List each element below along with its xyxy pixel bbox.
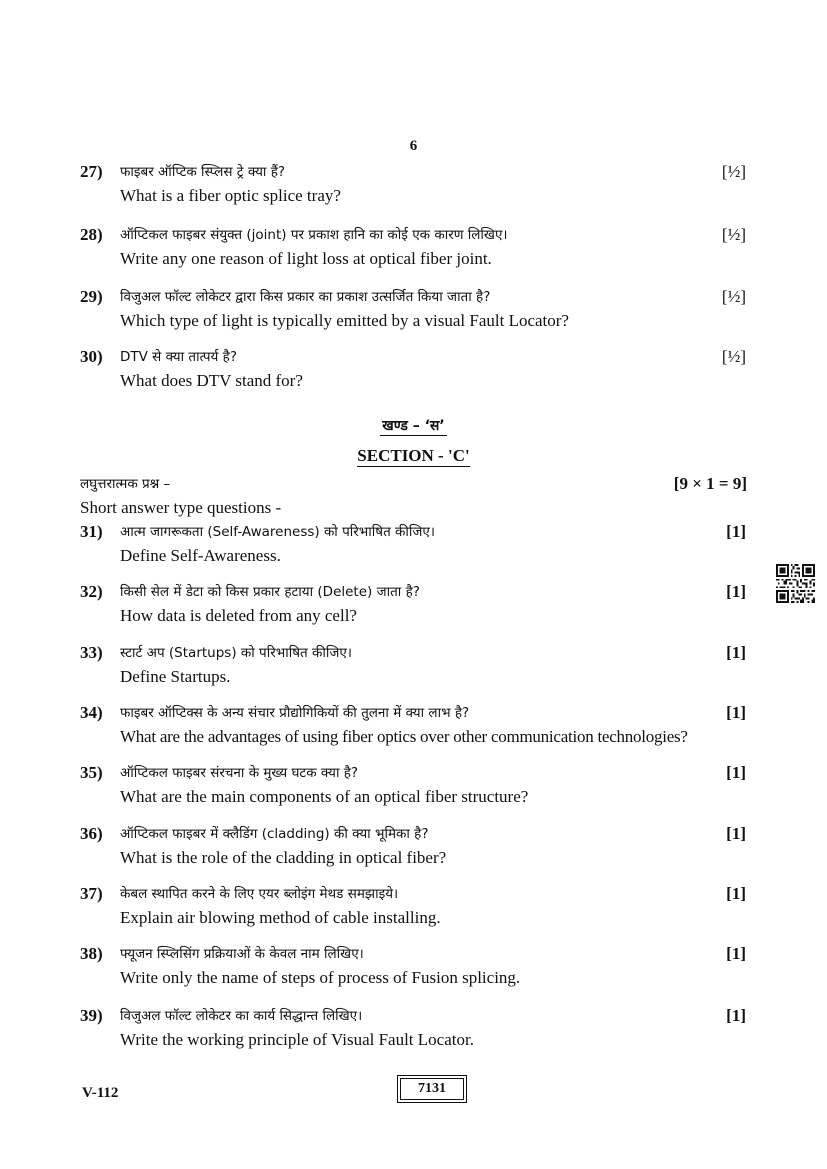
question-number: 36) bbox=[80, 824, 103, 843]
question-text-hindi: फाइबर ऑप्टिक स्प्लिस ट्रे क्या हैं? bbox=[120, 164, 286, 180]
question-marks: [1] bbox=[726, 824, 746, 843]
question-37 bbox=[80, 882, 748, 930]
question-text-hindi: विजुअल फॉल्ट लोकेटर का कार्य सिद्धान्त लिखिए। bbox=[120, 1008, 363, 1024]
question-29 bbox=[80, 285, 748, 333]
question-marks: [1] bbox=[726, 884, 746, 903]
question-text-english: Write the working principle of Visual Fault Locator. bbox=[120, 1030, 474, 1049]
question-number: 31) bbox=[80, 522, 103, 541]
question-28 bbox=[80, 223, 748, 271]
question-text-hindi: ऑप्टिकल फाइबर संयुक्त (joint) पर प्रकाश हानि का कोई एक कारण लिखिए। bbox=[120, 227, 508, 243]
question-number: 32) bbox=[80, 582, 103, 601]
question-marks: [1] bbox=[726, 522, 746, 541]
question-text-hindi: फ्यूजन स्प्लिसिंग प्रक्रियाओं के केवल नाम लिखिए। bbox=[120, 946, 364, 962]
question-marks: [1] bbox=[726, 1006, 746, 1025]
exam-code-box: 7131 bbox=[400, 1078, 464, 1100]
question-36 bbox=[80, 822, 748, 870]
question-type-english: Short answer type questions - bbox=[80, 498, 282, 517]
question-text-english: Write only the name of steps of process of Fusion splicing. bbox=[120, 968, 521, 987]
question-number: 35) bbox=[80, 763, 103, 782]
paper-code: V-112 bbox=[82, 1085, 119, 1101]
question-text-hindi: ऑप्टिकल फाइबर संरचना के मुख्य घटक क्या है? bbox=[120, 765, 359, 781]
question-marks: [½] bbox=[721, 287, 746, 306]
question-number: 34) bbox=[80, 703, 103, 722]
question-number: 37) bbox=[80, 884, 103, 903]
question-marks: [½] bbox=[721, 162, 746, 181]
question-38 bbox=[80, 942, 748, 990]
section-heading-hindi-text: खण्ड – ‘स’ bbox=[382, 418, 445, 434]
question-31 bbox=[80, 520, 748, 568]
question-32 bbox=[80, 580, 748, 628]
question-number: 39) bbox=[80, 1006, 103, 1025]
question-number: 33) bbox=[80, 643, 103, 662]
question-type-hindi: लघुत्तरात्मक प्रश्न – bbox=[80, 476, 171, 492]
question-number: 28) bbox=[80, 225, 103, 244]
question-text-english: What are the advantages of using fiber optics over other communication technologies? bbox=[120, 727, 688, 746]
question-text-english: How data is deleted from any cell? bbox=[120, 606, 357, 625]
question-text-hindi: स्टार्ट अप (Startups) को परिभाषित कीजिए। bbox=[120, 645, 352, 661]
question-marks: [1] bbox=[726, 643, 746, 662]
question-marks: [1] bbox=[726, 703, 746, 722]
question-text-english: Explain air blowing method of cable installing. bbox=[120, 908, 441, 927]
question-marks: [1] bbox=[726, 944, 746, 963]
question-text-english: What is a fiber optic splice tray? bbox=[120, 186, 341, 205]
question-30 bbox=[80, 345, 748, 393]
question-text-hindi: केबल स्थापित करने के लिए एयर ब्लोइंग मेथड समझाइये। bbox=[120, 886, 399, 902]
question-text-english: Define Self-Awareness. bbox=[120, 546, 281, 565]
section-heading bbox=[0, 444, 827, 468]
question-35 bbox=[80, 761, 748, 809]
section-heading-hindi bbox=[0, 414, 827, 438]
question-33 bbox=[80, 641, 748, 689]
question-34 bbox=[80, 701, 748, 749]
question-text-english: What is the role of the cladding in optical fiber? bbox=[120, 848, 447, 867]
question-text-english: What does DTV stand for? bbox=[120, 371, 303, 390]
question-text-hindi: विजुअल फॉल्ट लोकेटर द्वारा किस प्रकार का प्रकाश उत्सर्जित किया जाता है? bbox=[120, 289, 491, 305]
question-27 bbox=[80, 160, 748, 208]
question-number: 29) bbox=[80, 287, 103, 306]
question-text-english: What are the main components of an optical fiber structure? bbox=[120, 787, 529, 806]
question-number: 27) bbox=[80, 162, 103, 181]
question-text-hindi: आत्म जागरूकता (Self-Awareness) को परिभाषित कीजिए। bbox=[120, 524, 436, 540]
question-39 bbox=[80, 1004, 748, 1052]
question-text-english: Define Startups. bbox=[120, 667, 231, 686]
question-marks: [1] bbox=[726, 763, 746, 782]
question-marks: [½] bbox=[721, 347, 746, 366]
question-text-hindi: ऑप्टिकल फाइबर में क्लैडिंग (cladding) की क्या भूमिका है? bbox=[120, 826, 429, 842]
question-number: 38) bbox=[80, 944, 103, 963]
section-marks: [9 × 1 = 9] bbox=[673, 474, 747, 493]
page-number: 6 bbox=[409, 138, 418, 154]
section-heading-text: SECTION - 'C' bbox=[357, 446, 470, 465]
question-marks: [1] bbox=[726, 582, 746, 601]
question-text-hindi: DTV से क्या तात्पर्य है? bbox=[120, 349, 237, 365]
question-number: 30) bbox=[80, 347, 103, 366]
question-text-english: Which type of light is typically emitted by a visual Fault Locator? bbox=[120, 311, 569, 330]
question-text-hindi: किसी सेल में डेटा को किस प्रकार हटाया (Delete) जाता है? bbox=[120, 584, 420, 600]
qr-code-icon bbox=[776, 564, 815, 603]
question-marks: [½] bbox=[721, 225, 746, 244]
question-text-english: Write any one reason of light loss at optical fiber joint. bbox=[120, 249, 492, 268]
question-text-hindi: फाइबर ऑप्टिक्स के अन्य संचार प्रौद्योगिकियों की तुलना में क्या लाभ है? bbox=[120, 705, 470, 721]
